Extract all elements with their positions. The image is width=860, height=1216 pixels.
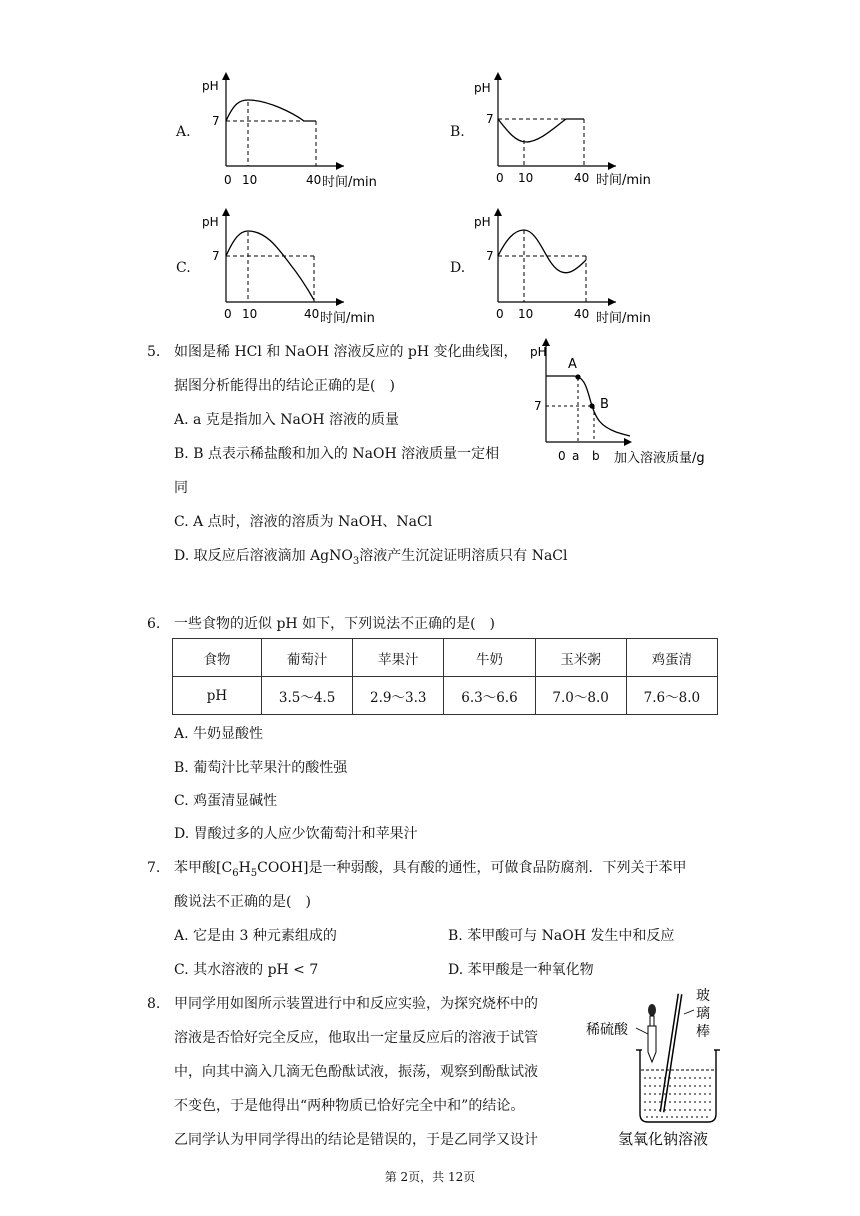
question-6-option-c: C. 鸡蛋清显碱性: [174, 793, 278, 809]
table-cell: 3.5～4.5: [262, 677, 353, 715]
page-footer: 第 2页，共 12页: [384, 1170, 476, 1184]
q5-x-axis-label: 加入溶液质量/g: [614, 451, 705, 466]
tick-40: 40: [306, 173, 322, 187]
q5-option-d-pre: D. 取反应后溶液滴加 AgNO: [174, 548, 353, 564]
question-7-number: 7.: [147, 860, 161, 876]
q7-stem-h: H: [238, 860, 251, 876]
solution-dots: [644, 1078, 712, 1117]
q5-option-d-sub: 3: [352, 555, 360, 567]
table-header-cell: 鸡蛋清: [626, 639, 717, 677]
label-glass-rod-1: 玻: [696, 988, 710, 1004]
question-5-number: 5.: [147, 344, 161, 360]
question-5-option-a: A. a 克是指加入 NaOH 溶液的质量: [174, 412, 399, 428]
table-cell: 7.0～8.0: [535, 677, 626, 715]
question-5-option-b-line2: 同: [174, 480, 188, 496]
table-cell: 2.9～3.3: [353, 677, 444, 715]
question-7-stem-line2: 酸说法不正确的是( ): [174, 894, 311, 910]
curve-b: [498, 119, 584, 142]
q7-stem-post: COOH]是一种弱酸，具有酸的通性，可做食品防腐剂．下列关于苯甲: [257, 860, 687, 876]
curve-d: [498, 230, 586, 273]
tick-40: 40: [574, 307, 590, 321]
curve-a: [226, 100, 316, 121]
chart-option-b: [470, 68, 670, 192]
question-5-stem-line2: 据图分析能得出的结论正确的是( ): [174, 378, 395, 394]
table-header-cell: 食物: [173, 639, 262, 677]
table-header-row: [173, 639, 718, 677]
point-b-marker: [589, 403, 594, 408]
label-glass-rod-2: 璃: [696, 1006, 710, 1022]
option-b-label: B.: [450, 124, 465, 140]
tick-0: 0: [224, 307, 232, 321]
q7-sub-2: 5: [250, 867, 258, 879]
question-5-stem-line1: 如图是稀 HCl 和 NaOH 溶液反应的 pH 变化曲线图，: [174, 344, 518, 360]
x-axis-unit: 时间/min: [322, 175, 377, 190]
y-axis-label: pH: [202, 79, 219, 93]
question-7-option-b: B. 苯甲酸可与 NaOH 发生中和反应: [448, 928, 675, 944]
q7-sub-1: 6: [232, 867, 239, 879]
tick-10: 10: [518, 307, 534, 321]
question-8-line3: 中，向其中滴入几滴无色酚酞试液，振荡，观察到酚酞试液: [174, 1064, 538, 1080]
question-8-line5: 乙同学认为甲同学得出的结论是错误的，于是乙同学又设计: [174, 1132, 538, 1148]
option-d-label: D.: [450, 260, 466, 276]
question-8-line4: 不变色，于是他得出“两种物质已恰好完全中和”的结论。: [174, 1098, 525, 1114]
y-axis-label: pH: [202, 215, 219, 229]
table-header-cell: 牛奶: [444, 639, 535, 677]
option-a-label: A.: [176, 124, 191, 140]
question-8-line1: 甲同学用如图所示装置进行中和反应实验，为探究烧杯中的: [174, 996, 538, 1012]
x-axis-unit: 时间/min: [320, 311, 375, 326]
food-ph-table: [172, 638, 718, 715]
table-header-cell: 苹果汁: [353, 639, 444, 677]
label-sodium-hydroxide: 氢氧化钠溶液: [618, 1130, 709, 1148]
table-header-cell: 葡萄汁: [262, 639, 353, 677]
figure-beaker-apparatus: [584, 984, 724, 1152]
tick-10: 10: [518, 171, 534, 185]
table-row: [173, 677, 718, 715]
question-5-option-b-line1: B. B 点表示稀盐酸和加入的 NaOH 溶液质量一定相: [174, 446, 500, 462]
tick-0: 0: [496, 171, 504, 185]
question-8-line2: 溶液是否恰好完全反应，他取出一定量反应后的溶液于试管: [174, 1030, 538, 1046]
chart-option-d: [470, 204, 670, 328]
label-dilute-sulfuric-acid: 稀硫酸: [586, 1022, 628, 1038]
question-5-option-d: [174, 546, 568, 572]
chart-option-c: [198, 204, 398, 328]
ref-7-label: 7: [212, 249, 220, 263]
question-7-option-d: D. 苯甲酸是一种氧化物: [448, 962, 594, 978]
tick-10: 10: [242, 307, 258, 321]
question-5-option-c: C. A 点时，溶液的溶质为 NaOH、NaCl: [174, 514, 433, 530]
table-header-cell: 玉米粥: [535, 639, 626, 677]
question-6-option-b: B. 葡萄汁比苹果汁的酸性强: [174, 760, 348, 776]
question-7-option-a: A. 它是由 3 种元素组成的: [174, 928, 337, 944]
point-b-label: B: [600, 397, 609, 412]
dropper-bulb: [648, 1004, 656, 1016]
ref-7-label: 7: [486, 249, 494, 263]
ref-7-label: 7: [486, 112, 494, 126]
question-7-option-c: C. 其水溶液的 pH < 7: [174, 962, 319, 978]
q5-tick-b: b: [592, 449, 600, 463]
q5-tick-a: a: [572, 449, 580, 463]
point-a-marker: [575, 374, 580, 379]
question-6-option-a: A. 牛奶显酸性: [174, 726, 264, 742]
table-cell: 6.3～6.6: [444, 677, 535, 715]
curve-c: [226, 231, 314, 300]
question-6-stem: 一些食物的近似 pH 如下，下列说法不正确的是( ): [174, 616, 495, 632]
label-glass-rod-3: 棒: [696, 1024, 710, 1040]
q7-stem-pre: 苯甲酸[C: [174, 860, 233, 876]
tick-0: 0: [224, 173, 232, 187]
tick-10: 10: [242, 173, 258, 187]
tick-40: 40: [574, 171, 590, 185]
question-8-number: 8.: [147, 996, 161, 1012]
tick-40: 40: [304, 307, 320, 321]
q5-option-d-post: 溶液产生沉淀证明溶质只有 NaCl: [359, 548, 568, 564]
q5-tick-0: 0: [558, 449, 566, 463]
point-a-label: A: [568, 357, 577, 372]
q5-ref-7-label: 7: [534, 399, 542, 413]
tick-0: 0: [496, 307, 504, 321]
y-axis-label: pH: [474, 215, 491, 229]
question-6-option-d: D. 胃酸过多的人应少饮葡萄汁和苹果汁: [174, 826, 418, 842]
chart-option-a: [198, 68, 398, 192]
question-7-stem-line1: [174, 858, 687, 884]
ref-7-label: 7: [212, 114, 220, 128]
q5-y-axis-label: pH: [530, 345, 547, 359]
table-cell: 7.6～8.0: [626, 677, 717, 715]
x-axis-unit: 时间/min: [596, 311, 651, 326]
x-axis-unit: 时间/min: [596, 173, 651, 188]
y-axis-label: pH: [474, 81, 491, 95]
chart-q5-titration: [530, 336, 730, 468]
question-6-number: 6.: [147, 616, 161, 632]
option-c-label: C.: [176, 260, 191, 276]
table-cell: pH: [173, 677, 262, 715]
